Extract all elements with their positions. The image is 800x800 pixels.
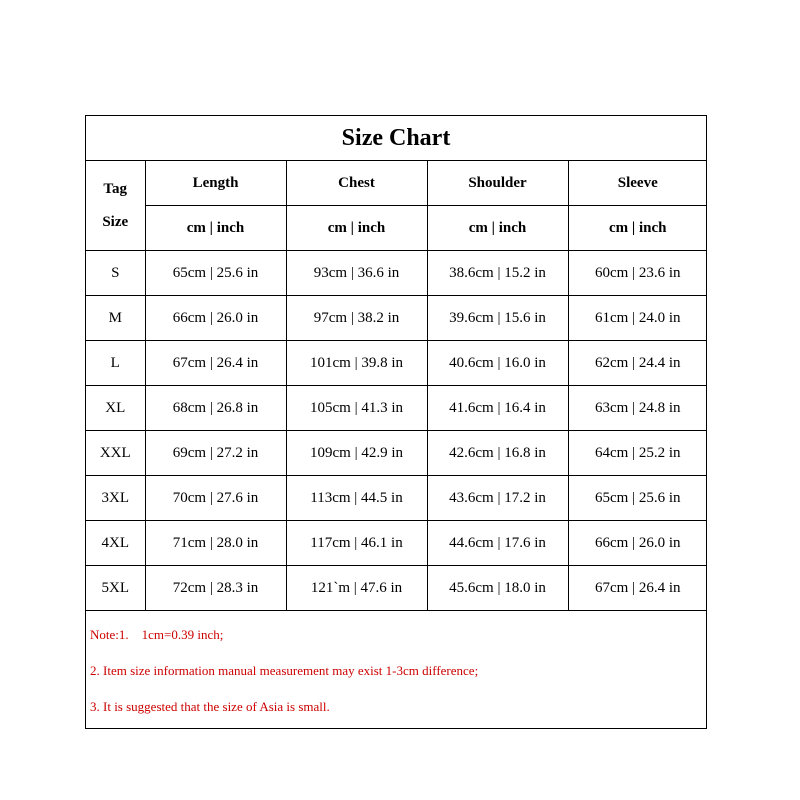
sleeve-cell: 62cm | 24.4 in [568, 341, 707, 386]
tag-label: Tag [103, 180, 128, 197]
shoulder-cell: 43.6cm | 17.2 in [427, 476, 568, 521]
length-cell: 72cm | 28.3 in [145, 566, 286, 611]
size-cell: 4XL [86, 521, 145, 566]
chest-cell: 93cm | 36.6 in [286, 251, 427, 296]
length-cell: 67cm | 26.4 in [145, 341, 286, 386]
chest-cell: 113cm | 44.5 in [286, 476, 427, 521]
size-chart [85, 115, 707, 729]
sleeve-cell: 65cm | 25.6 in [568, 476, 707, 521]
table-row [86, 566, 707, 611]
sleeve-cell: 67cm | 26.4 in [568, 566, 707, 611]
table-row [86, 251, 707, 296]
shoulder-cell: 39.6cm | 15.6 in [427, 296, 568, 341]
size-cell: XL [86, 386, 145, 431]
size-cell: 5XL [86, 566, 145, 611]
chest-cell: 109cm | 42.9 in [286, 431, 427, 476]
length-cell: 66cm | 26.0 in [145, 296, 286, 341]
unit-label-length: cm | inch [145, 206, 286, 251]
sleeve-cell: 61cm | 24.0 in [568, 296, 707, 341]
size-table [86, 161, 707, 611]
length-cell: 69cm | 27.2 in [145, 431, 286, 476]
chest-cell: 121`m | 47.6 in [286, 566, 427, 611]
unit-label-chest: cm | inch [286, 206, 427, 251]
table-row [86, 296, 707, 341]
note-line: 3. It is suggested that the size of Asia is small. [90, 699, 330, 714]
size-table-body [86, 161, 707, 611]
column-header-length: Length [145, 161, 286, 206]
shoulder-cell: 40.6cm | 16.0 in [427, 341, 568, 386]
sleeve-cell: 66cm | 26.0 in [568, 521, 707, 566]
length-cell: 71cm | 28.0 in [145, 521, 286, 566]
unit-label-shoulder: cm | inch [427, 206, 568, 251]
note-line: 2. Item size information manual measurement may exist 1-3cm difference; [90, 663, 479, 678]
shoulder-cell: 41.6cm | 16.4 in [427, 386, 568, 431]
header-row [86, 161, 707, 206]
size-cell: L [86, 341, 145, 386]
note-line: Note:1. 1cm=0.39 inch; [90, 627, 224, 642]
size-cell: XXL [86, 431, 145, 476]
size-cell: S [86, 251, 145, 296]
table-row [86, 521, 707, 566]
shoulder-cell: 38.6cm | 15.2 in [427, 251, 568, 296]
sleeve-cell: 64cm | 25.2 in [568, 431, 707, 476]
shoulder-cell: 42.6cm | 16.8 in [427, 431, 568, 476]
table-row [86, 476, 707, 521]
length-cell: 65cm | 25.6 in [145, 251, 286, 296]
chest-cell: 105cm | 41.3 in [286, 386, 427, 431]
table-row [86, 431, 707, 476]
length-cell: 70cm | 27.6 in [145, 476, 286, 521]
table-row [86, 341, 707, 386]
size-cell: M [86, 296, 145, 341]
column-header-sleeve: Sleeve [568, 161, 707, 206]
shoulder-cell: 44.6cm | 17.6 in [427, 521, 568, 566]
length-cell: 68cm | 26.8 in [145, 386, 286, 431]
sleeve-cell: 60cm | 23.6 in [568, 251, 707, 296]
sleeve-cell: 63cm | 24.8 in [568, 386, 707, 431]
unit-row [86, 206, 707, 251]
table-row [86, 386, 707, 431]
size-label: Size [102, 213, 129, 230]
unit-label-sleeve: cm | inch [568, 206, 707, 251]
chest-cell: 117cm | 46.1 in [286, 521, 427, 566]
shoulder-cell: 45.6cm | 18.0 in [427, 566, 568, 611]
tag-size-header [86, 161, 145, 251]
column-header-shoulder: Shoulder [427, 161, 568, 206]
size-cell: 3XL [86, 476, 145, 521]
chest-cell: 101cm | 39.8 in [286, 341, 427, 386]
column-header-chest: Chest [286, 161, 427, 206]
notes-section [86, 611, 706, 735]
chest-cell: 97cm | 38.2 in [286, 296, 427, 341]
chart-title: Size Chart [86, 116, 706, 161]
